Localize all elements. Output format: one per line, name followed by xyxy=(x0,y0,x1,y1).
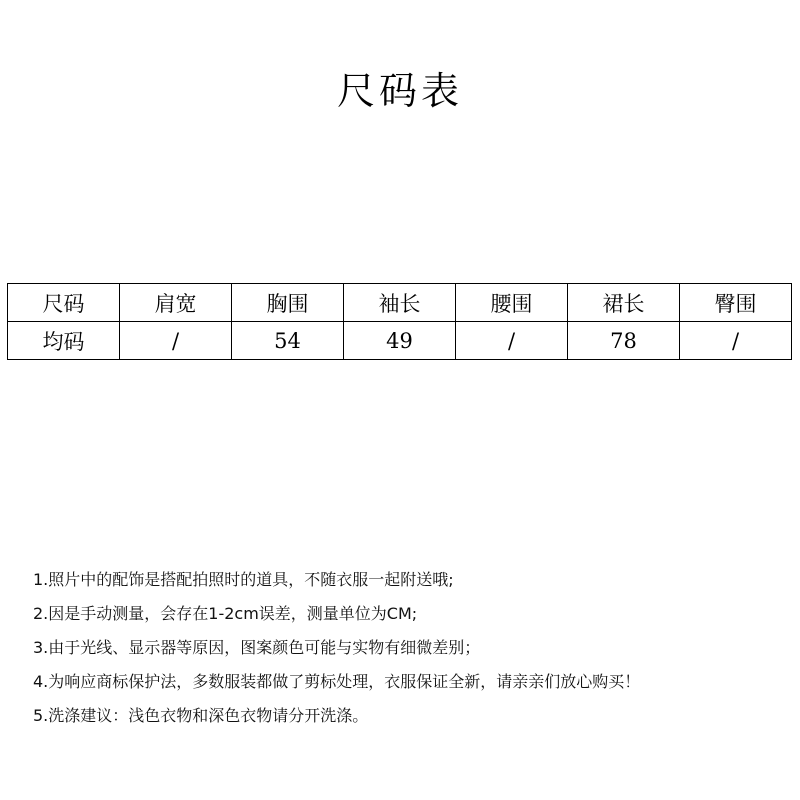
header-skirt-length: 裙长 xyxy=(568,284,680,322)
table-header-row xyxy=(8,284,792,322)
cell-skirt-length: 78 xyxy=(568,322,680,360)
header-bust: 胸围 xyxy=(232,284,344,322)
header-waist: 腰围 xyxy=(456,284,568,322)
header-size: 尺码 xyxy=(8,284,120,322)
note-item: 1.照片中的配饰是搭配拍照时的道具，不随衣服一起附送哦; xyxy=(33,570,454,589)
header-sleeve-length: 袖长 xyxy=(344,284,456,322)
size-table xyxy=(7,283,792,360)
table-row xyxy=(8,322,792,360)
cell-bust: 54 xyxy=(232,322,344,360)
note-item: 5.洗涤建议：浅色衣物和深色衣物请分开洗涤。 xyxy=(33,706,369,725)
note-item: 2.因是手动测量，会存在1-2cm误差，测量单位为CM; xyxy=(33,604,418,623)
header-hip: 臀围 xyxy=(680,284,792,322)
page-title: 尺码表 xyxy=(336,69,463,113)
cell-hip: / xyxy=(680,322,792,360)
cell-sleeve-length: 49 xyxy=(344,322,456,360)
note-item: 3.由于光线、显示器等原因，图案颜色可能与实物有细微差别； xyxy=(33,638,481,657)
cell-waist: / xyxy=(456,322,568,360)
cell-shoulder-width: / xyxy=(120,322,232,360)
header-shoulder-width: 肩宽 xyxy=(120,284,232,322)
cell-size: 均码 xyxy=(8,322,120,360)
note-item: 4.为响应商标保护法，多数服装都做了剪标处理，衣服保证全新，请亲亲们放心购买！ xyxy=(33,672,641,691)
notes-list xyxy=(33,563,793,733)
